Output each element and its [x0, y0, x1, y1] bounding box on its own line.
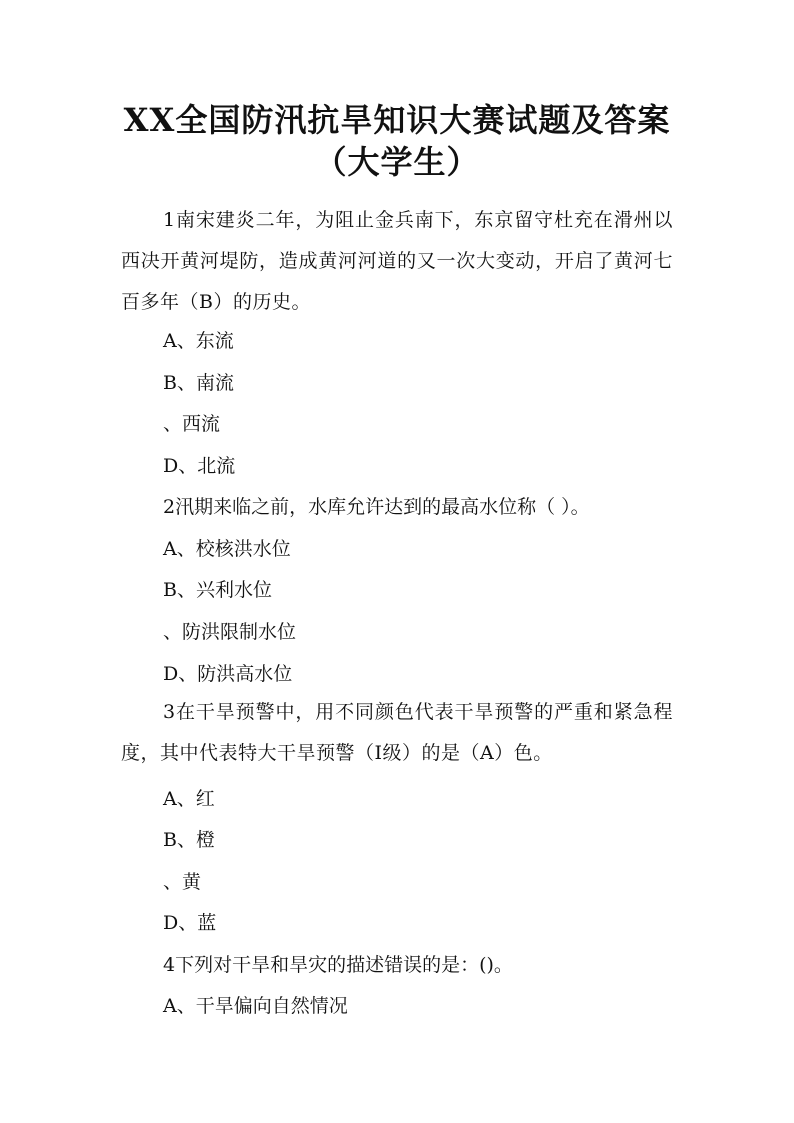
q1-option-b: B、南流: [163, 372, 234, 394]
q3-option-c: 、黄: [163, 871, 202, 893]
q3-option-d: D、蓝: [163, 912, 217, 934]
q1-option-d: D、北流: [163, 455, 236, 477]
q2-option-a: A、校核洪水位: [163, 538, 291, 560]
question-1: 1南宋建炎二年，为阻止金兵南下，东京留守杜充在滑州以西决开黄河堤防，造成黄河河道的又一次大变动，开启了黄河七百多年（B）的历史。: [121, 209, 673, 313]
q2-option-b: B、兴利水位: [163, 579, 272, 601]
question-4: 4下列对干旱和旱灾的描述错误的是：()。: [163, 954, 513, 976]
q1-option-a: A、东流: [163, 330, 234, 352]
question-2: 2汛期来临之前，水库允许达到的最高水位称（ ）。: [163, 496, 590, 518]
document-title: XX全国防汛抗旱知识大赛试题及答案: [123, 101, 671, 139]
q4-option-a: A、干旱偏向自然情况: [163, 995, 348, 1017]
q3-option-a: A、红: [163, 788, 215, 810]
document-subtitle: （大学生）: [314, 143, 480, 181]
q2-option-d: D、防洪高水位: [163, 663, 293, 685]
q3-option-b: B、橙: [163, 829, 215, 851]
q2-option-c: 、防洪限制水位: [163, 621, 297, 643]
question-3: 3在干旱预警中，用不同颜色代表干旱预警的严重和紧急程度，其中代表特大干旱预警（Ⅰ级）的是（A）色。: [121, 701, 673, 764]
q1-option-c: 、西流: [163, 413, 221, 435]
